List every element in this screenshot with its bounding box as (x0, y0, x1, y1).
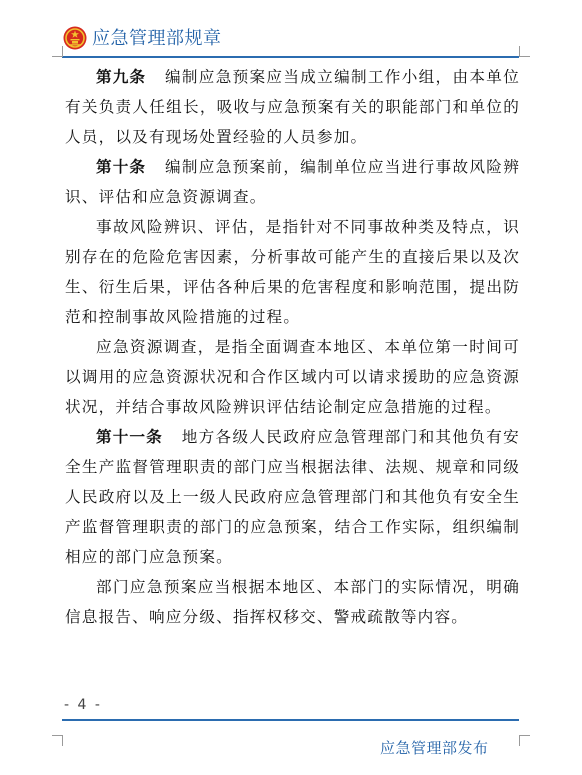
paragraph-text: 地方各级人民政府应急管理部门和其他负有安全生产监督管理职责的部门应当根据法律、法规、规章和同级人民政府以及上一级人民政府应急管理部门和其他负有安全生产监督管理职责的部门的应急预案，结合工作实际，组织编制相应的部门应急预案。 (65, 428, 520, 566)
article-number: 第十条 (96, 158, 147, 176)
document-body (65, 62, 520, 632)
page-header (0, 0, 582, 62)
crop-mark-top-right (519, 46, 530, 57)
header-title: 应急管理部规章 (92, 28, 222, 49)
article-number: 第十一条 (96, 428, 163, 446)
publisher-label: 应急管理部发布 (380, 739, 489, 757)
crop-mark-bottom-left (52, 735, 63, 746)
page-number: - 4 - (64, 697, 102, 713)
paragraph (65, 62, 520, 152)
paragraph (65, 152, 520, 212)
crop-mark-top-left (52, 46, 63, 57)
footer-divider (62, 719, 519, 721)
paragraph (65, 332, 520, 422)
paragraph-text: 部门应急预案应当根据本地区、本部门的实际情况，明确信息报告、响应分级、指挥权移交、警戒疏散等内容。 (65, 578, 520, 626)
paragraph-text: 编制应急预案前，编制单位应当进行事故风险辨识、评估和应急资源调查。 (65, 158, 520, 206)
paragraph-text: 事故风险辨识、评估，是指针对不同事故种类及特点，识别存在的危险危害因素，分析事故可能产生的直接后果以及次生、衍生后果，评估各种后果的危害程度和影响范围，提出防范和控制事故风险措施的过程。 (65, 218, 520, 326)
crop-mark-bottom-right (519, 735, 530, 746)
paragraph-text: 应急资源调查，是指全面调查本地区、本单位第一时间可以调用的应急资源状况和合作区域内可以请求援助的应急资源状况，并结合事故风险辨识评估结论制定应急措施的过程。 (65, 338, 520, 416)
article-number: 第九条 (96, 68, 147, 86)
national-emblem-icon (63, 26, 87, 50)
header-divider (62, 56, 519, 58)
paragraph-text: 编制应急预案应当成立编制工作小组，由本单位有关负责人任组长，吸收与应急预案有关的职能部门和单位的人员，以及有现场处置经验的人员参加。 (65, 68, 520, 146)
paragraph (65, 212, 520, 332)
paragraph (65, 422, 520, 572)
paragraph (65, 572, 520, 632)
